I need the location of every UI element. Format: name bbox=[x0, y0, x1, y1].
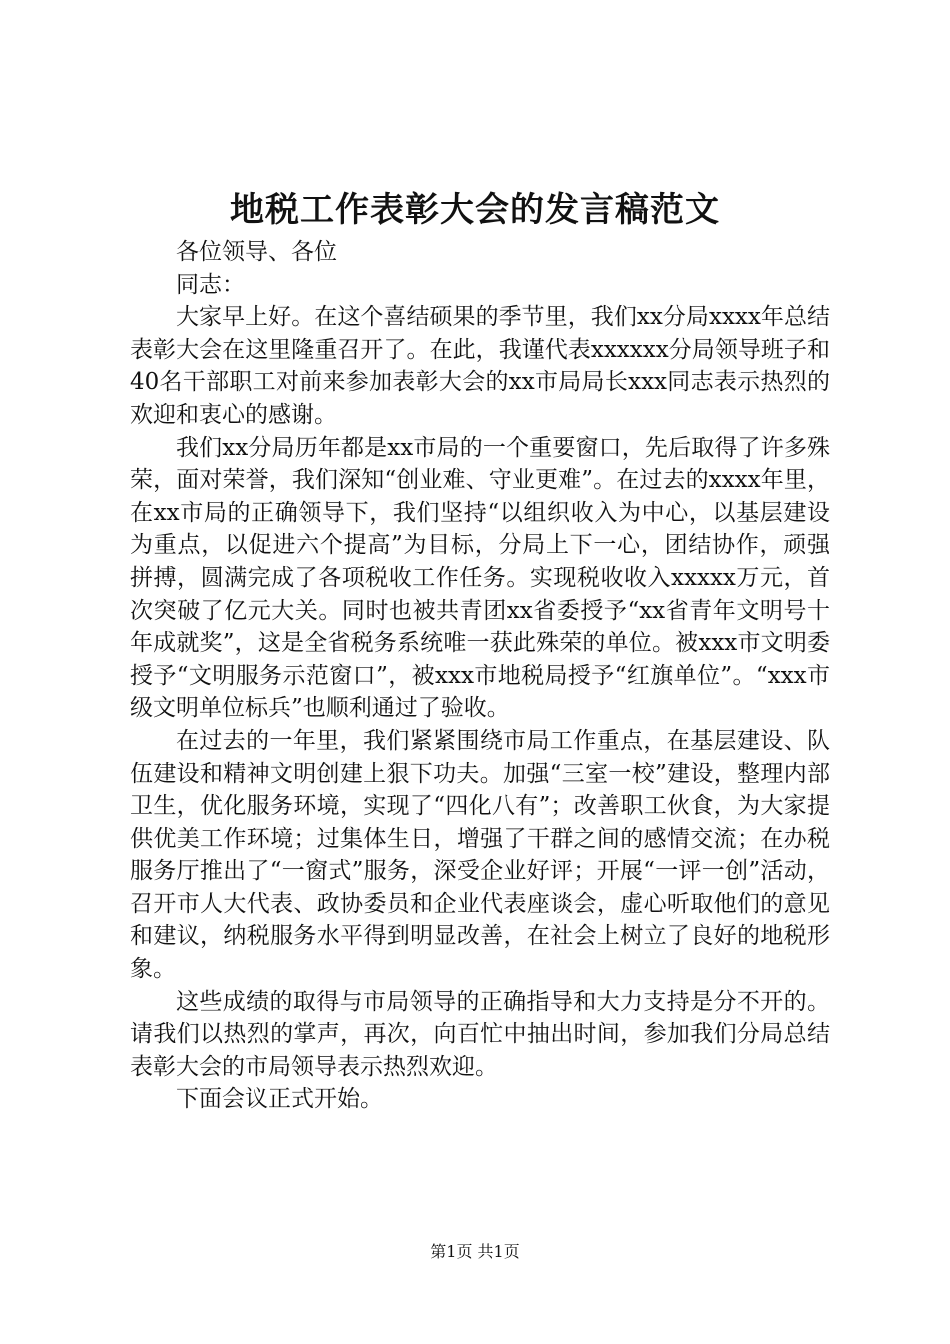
paragraph-achievements: 我们xx分局历年都是xx市局的一个重要窗口，先后取得了许多殊荣，面对荣誉，我们深知“创业难、守业更难”。在过去的xxxx年里，在xx市局的正确领导下，我们坚持“以组织收入为中心，以基层建设为重点，以促进六个提高”为目标，分局上下一心，团结协作，顽强拼搏，圆满完成了各项税收工作任务。实现税收收入xxxxx万元，首次突破了亿元大关。同时也被共青团xx省委授予“xx省青年文明号十年成就奖”，这是全省税务系统唯一获此殊荣的单位。被xxx市文明委授予“文明服务示范窗口”，被xxx市地税局授予“红旗单位”。“xxx市级文明单位标兵”也顺利通过了验收。 bbox=[130, 434, 830, 722]
paragraph-thanks: 这些成绩的取得与市局领导的正确指导和大力支持是分不开的。请我们以热烈的掌声，再次，向百忙中抽出时间，参加我们分局总结表彰大会的市局领导表示热烈欢迎。 bbox=[130, 988, 830, 1080]
document-title: 地税工作表彰大会的发言稿范文 bbox=[230, 190, 720, 230]
paragraph-greeting: 大家早上好。在这个喜结硕果的季节里，我们xx分局xxxx年总结表彰大会在这里隆重召开了。在此，我谨代表xxxxxx分局领导班子和40名干部职工对前来参加表彰大会的xx市局局长xxx同志表示热烈的欢迎和衷心的感谢。 bbox=[130, 304, 830, 428]
paragraph-past-year: 在过去的一年里，我们紧紧围绕市局工作重点，在基层建设、队伍建设和精神文明创建上狠下功夫。加强“三室一校”建设，整理内部卫生，优化服务环境，实现了“四化八有”；改善职工伙食，为大家提供优美工作环境；过集体生日，增强了干群之间的感情交流；在办税服务厅推出了“一窗式”服务，深受企业好评；开展“一评一创”活动，召开市人大代表、政协委员和企业代表座谈会，虚心听取他们的意见和建议，纳税服务水平得到明显改善，在社会上树立了良好的地税形象。 bbox=[130, 727, 830, 983]
paragraph-meeting-start: 下面会议正式开始。 bbox=[176, 1086, 383, 1113]
salutation-line-2: 同志： bbox=[176, 271, 245, 298]
document-body bbox=[130, 236, 830, 1116]
page-number-footer: 第1页 共1页 bbox=[430, 1242, 520, 1261]
salutation-line-1: 各位领导、各位 bbox=[176, 239, 337, 265]
